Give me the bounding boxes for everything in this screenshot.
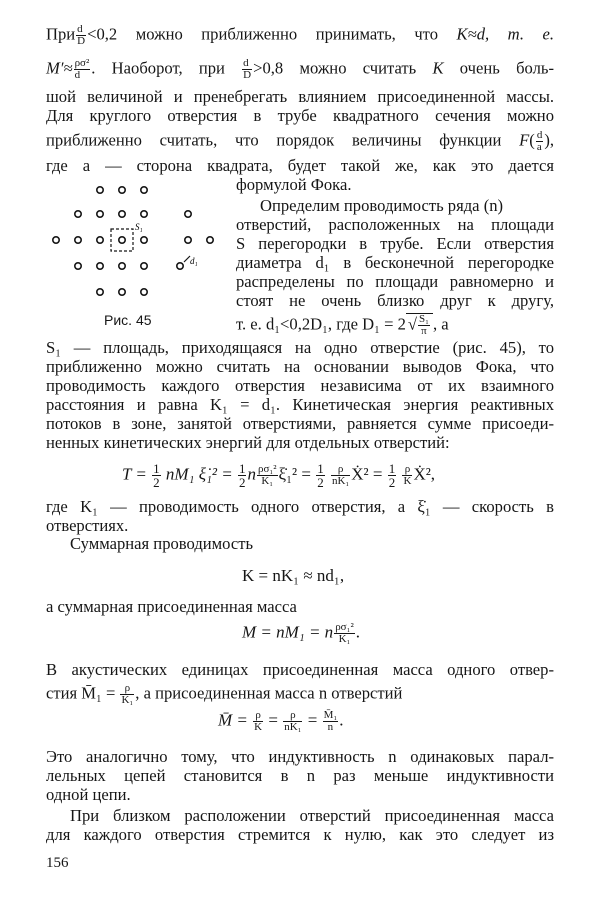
text-line: где K₁ — проводимость одного отверстия, а ξ̇₁ — скорость в	[46, 497, 554, 516]
text-line: Это аналогично тому, что индуктивность n одинаковых парал-	[46, 747, 554, 766]
text-line: одной цепи.	[46, 785, 131, 804]
text-line: приближенно можно считать на основании выводов Фока, что	[46, 357, 554, 376]
fraction-d-over-a: $\frac{d}{a}$	[536, 129, 543, 153]
text-line: где a — сторона квадрата, будет такой же, как это дается	[46, 156, 554, 175]
text-line: распределены по площади равномерно и	[236, 272, 554, 291]
text-line: т. е. d₁<0,2D₁, где D₁ = 2 √ $\frac{\text{S₁}}{\pi}$ , а	[236, 313, 449, 337]
text-line: В акустических единицах присоединенная масса одного отвер-	[46, 660, 554, 679]
text-line: стоят не очень близко друг к другу,	[236, 291, 554, 310]
equation-kinetic-energy: T = $\frac{1}{2}$ nM₁ ξ̇₁² = $\frac{1}{2}$ n $\frac{\text{ρσ₁²}}{\text{K₁}}$ ξ̇₁² = $\frac{1}{2}$ $\frac{\rho}{\text{nK₁}}$ Ẋ² = $\frac{1}{2}$ $\frac{\rho}{K}$ Ẋ²,	[122, 461, 436, 490]
text-line: стия M̄₁ = $\frac{\rho}{\text{K₁}}$ , а присоединенная масса n отверстий	[46, 682, 403, 706]
text-line: M′≈ $\frac{\text{ρσ²}}{d}$ . Наоборот, при $\frac{d}{D}$ >0,8 можно считать K очень боль-	[46, 57, 554, 81]
text-line: потоков в зоне, занятой отверстиями, равняется сумме присоеди-	[46, 414, 554, 433]
text-line: ненных кинетических энергий для отдельных отверстий:	[46, 433, 450, 452]
fraction-rho-sigma: $\frac{\text{ρσ²}}{d}$	[74, 57, 90, 81]
text-line: отверстиях.	[46, 516, 129, 535]
equation-total-conductance: K = nK₁ ≈ nd₁,	[242, 566, 345, 585]
text-line: При близком расположении отверстий присоединенная масса	[70, 806, 554, 825]
text-line: диаметра d₁ в бесконечной перегородке	[236, 253, 554, 272]
figure-caption: Рис. 45	[104, 312, 152, 328]
text-line: для каждого отверстия стремится к нулю, как это следует из	[46, 825, 554, 844]
text-line: отверстий, расположенных на площади	[236, 215, 554, 234]
figure-hole-array	[50, 180, 226, 312]
text-line: Для круглого отверстия в трубе квадратного сечения можно	[46, 106, 554, 125]
label-d1: d₁	[190, 256, 198, 266]
text-line: проводимость каждого отверстия независима от их взаимного	[46, 376, 554, 395]
text-line: расстояния и равна K₁ = d₁. Кинетическая энергия реактивных	[46, 395, 554, 414]
text-line: формулой Фока.	[236, 175, 352, 194]
label-s1: S₁	[135, 222, 143, 232]
text-line: S перегородки в трубе. Если отверстия	[236, 234, 554, 253]
text-line: шой величиной и пренебрегать влиянием присоединенной массы.	[46, 87, 554, 106]
text-line: При $\frac{d}{D}$ <0,2 можно приближенно принимать, что K≈d, т. е.	[46, 23, 555, 47]
text-line: Определим проводимость ряда (n)	[260, 196, 504, 215]
text-line: S₁ — площадь, приходящаяся на одно отверстие (рис. 45), то	[46, 338, 554, 357]
text-line: а суммарная присоединенная масса	[46, 597, 297, 616]
text-line: приближенно считать, что порядок величины функции F( $\frac{d}{a}$ ),	[46, 129, 554, 153]
unit-cell-square	[111, 229, 133, 251]
equation-acoustic-mass: M̄ = $\frac{\rho}{K}$ = $\frac{\rho}{\text{nK₁}}$ = $\frac{\text{M̄₁}}{n}$ .	[218, 709, 344, 733]
fraction-d-over-D: $\frac{d}{D}$	[77, 23, 86, 47]
page-number: 156	[46, 855, 69, 871]
text-line: Суммарная проводимость	[70, 534, 254, 553]
equation-total-mass: M = nM₁ = n $\frac{\text{ρσ₁²}}{\text{K₁}}$ .	[242, 621, 360, 645]
text-line: лельных цепей становится в n раз меньше индуктивности	[46, 766, 554, 785]
fraction-d-over-D: $\frac{d}{D}$	[243, 57, 252, 81]
